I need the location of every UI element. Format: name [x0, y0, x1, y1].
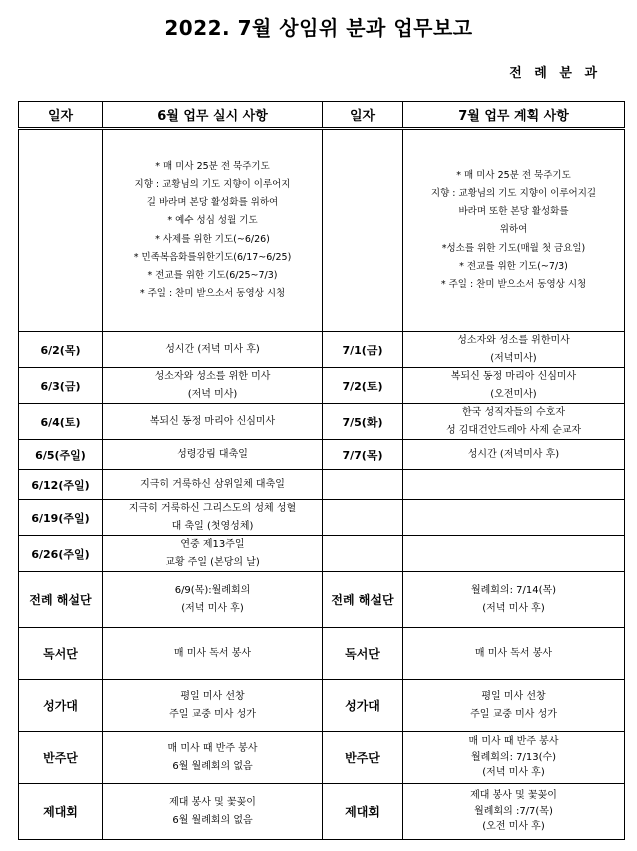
schedule-row: [19, 628, 625, 680]
row-july-item: [403, 784, 625, 840]
june-item-line: 대 축일 (첫영성체): [171, 520, 254, 532]
row-july-item: [403, 572, 625, 628]
june-item-line: 복되신 동정 마리아 신심미사: [149, 415, 276, 427]
july-item-line: 성 김대건안드레아 사제 순교자: [445, 424, 582, 436]
row-date-left: 6/3(금): [19, 368, 103, 404]
report-title: 2022. 7월 상임위 분과 업무보고: [164, 16, 473, 40]
july-general-line: 바라며 또한 본당 활성화를: [458, 206, 569, 218]
june-general-plan: [103, 129, 323, 332]
row-date-left: 성가대: [19, 680, 103, 732]
july-item-line: 매 미사 독서 봉사: [474, 647, 553, 659]
june-item-line: 6/9(목):월례회의: [174, 585, 251, 596]
june-general-line: 지향 : 교황님의 기도 지향이 이루어지: [134, 179, 291, 191]
july-general-line: 위하여: [499, 224, 528, 236]
row-date-right: 7/2(토): [323, 368, 403, 404]
june-item-line: 주일 교중 미사 성가: [169, 708, 256, 720]
row-date-right: 7/7(목): [323, 440, 403, 470]
july-general-line: * 주일 : 찬미 받으소서 동영상 시청: [440, 278, 587, 290]
july-item-line: 평일 미사 선창: [481, 691, 546, 702]
row-june-item: [103, 536, 323, 572]
row-date-left: 6/26(주일): [19, 536, 103, 572]
row-date-left: 전례 해설단: [19, 572, 103, 628]
row-date-right: [323, 500, 403, 536]
row-july-item: [403, 404, 625, 440]
row-july-item: [403, 628, 625, 680]
row-july-item: [403, 368, 625, 404]
june-item-line: 성소자와 성소를 위한 미사: [154, 371, 271, 382]
schedule-row: [19, 440, 625, 470]
june-general-line: * 주일 : 찬미 받으소서 동영상 시청: [139, 287, 286, 299]
june-general-line: * 매 미사 25분 전 묵주기도: [155, 161, 270, 173]
june-item-line: 평일 미사 선창: [180, 691, 245, 702]
row-july-item: [403, 536, 625, 572]
june-item-line: 교황 주일 (본당의 날): [165, 556, 260, 568]
schedule-row: [19, 500, 625, 536]
row-date-left: 6/12(주일): [19, 470, 103, 500]
row-date-right: [323, 470, 403, 500]
row-july-item: [403, 470, 625, 500]
header-june: 6월 업무 실시 사항: [103, 102, 323, 129]
june-item-line: (저녁 미사 후): [181, 602, 244, 614]
june-item-line: 성시간 (저녁 미사 후): [165, 343, 260, 355]
schedule-row: [19, 368, 625, 404]
june-general-line: * 민족복음화를위한기도(6/17~6/25): [133, 251, 292, 263]
row-date-left: 제대회: [19, 784, 103, 840]
header-date-right: 일자: [323, 102, 403, 129]
july-general-line: * 매 미사 25분 전 묵주기도: [456, 170, 571, 182]
june-item-line: 성령강림 대축일: [177, 448, 248, 460]
july-general-plan: [403, 129, 625, 332]
row-june-item: [103, 470, 323, 500]
june-item-line: 지극히 거룩하신 삼위일체 대축일: [140, 478, 285, 490]
july-item-line: 성소자와 성소를 위한미사: [457, 335, 570, 346]
june-item-line: (저녁 미사): [187, 388, 238, 400]
row-june-item: [103, 628, 323, 680]
june-item-line: 매 미사 독서 봉사: [173, 647, 252, 659]
row-june-item: [103, 440, 323, 470]
july-item-line: (오전 미사 후): [482, 821, 545, 833]
row-date-right: [323, 536, 403, 572]
schedule-row: [19, 332, 625, 368]
row-date-left: 반주단: [19, 732, 103, 784]
department-label: 전 례 분 과: [509, 66, 601, 81]
row-july-item: [403, 732, 625, 784]
july-item-line: 성시간 (저녁미사 후): [467, 448, 560, 460]
row-june-item: [103, 500, 323, 536]
row-date-right: 성가대: [323, 680, 403, 732]
july-item-line: (오전미사): [490, 388, 537, 400]
row-july-item: [403, 500, 625, 536]
july-item-line: (저녁 미사 후): [482, 602, 545, 614]
row-date-right: 7/1(금): [323, 332, 403, 368]
july-item-line: 월례회의: 7/13(수): [470, 751, 557, 763]
july-general-line: *성소를 위한 기도(매월 첫 금요일): [441, 242, 586, 254]
general-row: [19, 129, 625, 332]
july-item-line: (저녁 미사 후): [482, 767, 545, 779]
row-date-right: 7/5(화): [323, 404, 403, 440]
general-date-left: [19, 129, 103, 332]
row-june-item: [103, 680, 323, 732]
july-item-line: 복되신 동정 마리아 신심미사: [450, 371, 577, 382]
july-item-line: (저녁미사): [490, 352, 537, 364]
june-general-line: 길 바라며 본당 활성화를 위하여: [146, 197, 279, 209]
header-row: [19, 102, 625, 129]
july-item-line: 주일 교중 미사 성가: [470, 708, 557, 720]
header-july: 7월 업무 계획 사항: [403, 102, 625, 129]
july-general-line: * 전교를 위한 기도(~7/3): [459, 260, 568, 272]
row-july-item: [403, 440, 625, 470]
schedule-row: [19, 404, 625, 440]
june-item-line: 6월 월례회의 없음: [172, 814, 253, 826]
row-date-left: 6/2(목): [19, 332, 103, 368]
row-june-item: [103, 368, 323, 404]
row-june-item: [103, 404, 323, 440]
june-general-line: * 전교를 위한 기도(6/25~7/3): [147, 269, 278, 281]
schedule-row: [19, 784, 625, 840]
schedule-row: [19, 732, 625, 784]
june-item-line: 연중 제13주일: [180, 539, 245, 550]
june-item-line: 지극히 거룩하신 그리스도의 성체 성혈: [128, 503, 297, 514]
june-general-line: * 사제를 위한 기도(~6/26): [155, 233, 270, 245]
july-item-line: 월례회의 :7/7(목): [474, 805, 553, 817]
row-date-left: 6/5(주일): [19, 440, 103, 470]
row-date-right: 제대회: [323, 784, 403, 840]
row-date-right: 독서단: [323, 628, 403, 680]
schedule-row: [19, 680, 625, 732]
june-general-line: * 예수 성심 성월 기도: [167, 215, 258, 227]
row-date-right: 전례 해설단: [323, 572, 403, 628]
row-july-item: [403, 332, 625, 368]
schedule-row: [19, 470, 625, 500]
july-item-line: 매 미사 때 반주 봉사: [468, 736, 559, 748]
july-general-line: 지향 : 교황님의 기도 지향이 이루어지길: [430, 188, 597, 200]
row-date-left: 독서단: [19, 628, 103, 680]
row-june-item: [103, 572, 323, 628]
june-item-line: 6월 월례회의 없음: [172, 760, 253, 772]
row-date-left: 6/19(주일): [19, 500, 103, 536]
june-item-line: 매 미사 때 반주 봉사: [167, 743, 258, 754]
row-date-left: 6/4(토): [19, 404, 103, 440]
row-july-item: [403, 680, 625, 732]
row-date-right: 반주단: [323, 732, 403, 784]
schedule-row: [19, 536, 625, 572]
july-item-line: 제대 봉사 및 꽃꽂이: [470, 790, 557, 802]
schedule-row: [19, 572, 625, 628]
row-june-item: [103, 332, 323, 368]
july-item-line: 한국 성직자들의 수호자: [462, 407, 565, 418]
general-date-right: [323, 129, 403, 332]
row-june-item: [103, 732, 323, 784]
header-date-left: 일자: [19, 102, 103, 129]
report-table: [18, 101, 625, 840]
june-item-line: 제대 봉사 및 꽃꽂이: [169, 797, 256, 808]
row-june-item: [103, 784, 323, 840]
july-item-line: 월례회의: 7/14(목): [470, 585, 557, 596]
